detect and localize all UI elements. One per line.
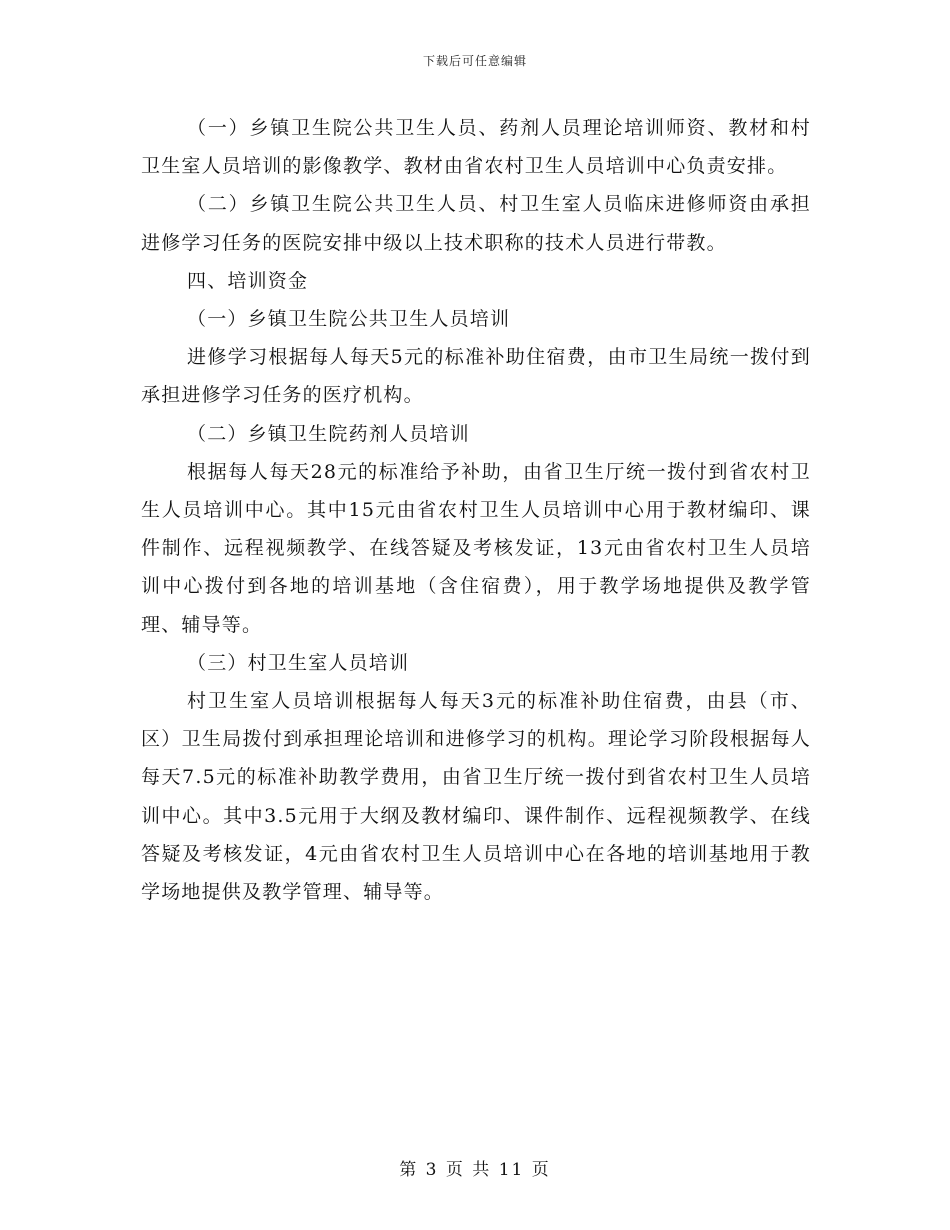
paragraph-1: （一）乡镇卫生院公共卫生人员、药剂人员理论培训师资、教材和村卫生室人员培训的影像教学、教材由省农村卫生人员培训中心负责安排。: [141, 117, 811, 178]
subheading-village-clinic: （三）村卫生室人员培训: [187, 651, 410, 674]
paragraph-public-health-funds: 进修学习根据每人每天5元的标准补助住宿费，由市卫生局统一拨付到承担进修学习任务的医疗机构。: [141, 346, 811, 407]
paragraph-2: （二）乡镇卫生院公共卫生人员、村卫生室人员临床进修师资由承担进修学习任务的医院安排中级以上技术职称的技术人员进行带教。: [141, 193, 811, 254]
subheading-public-health: （一）乡镇卫生院公共卫生人员培训: [187, 308, 511, 331]
page-header: 下载后可任意编辑: [422, 54, 527, 68]
paragraph-pharmacy-funds: 根据每人每天28元的标准给予补助，由省卫生厅统一拨付到省农村卫生人员培训中心。其中15元由省农村卫生人员培训中心用于教材编印、课件制作、远程视频教学、在线答疑及考核发证，13元由省农村卫生人员培训中心拨付到各地的培训基地（含住宿费），用于教学场地提供及教学管理、辅导等。: [141, 460, 811, 636]
subheading-pharmacy: （二）乡镇卫生院药剂人员培训: [187, 422, 470, 445]
section-heading-funds: 四、培训资金: [187, 269, 309, 292]
page-number: 第 3 页 共 11 页: [399, 1160, 551, 1180]
document-body: [141, 109, 811, 911]
paragraph-village-clinic-funds: 村卫生室人员培训根据每人每天3元的标准补助住宿费，由县（市、区）卫生局拨付到承担理论培训和进修学习的机构。理论学习阶段根据每人每天7.5元的标准补助教学费用，由省卫生厅统一拨付到省农村卫生人员培训中心。其中3.5元用于大纲及教材编印、课件制作、远程视频教学、在线答疑及考核发证，4元由省农村卫生人员培训中心在各地的培训基地用于教学场地提供及教学管理、辅导等。: [141, 690, 811, 904]
